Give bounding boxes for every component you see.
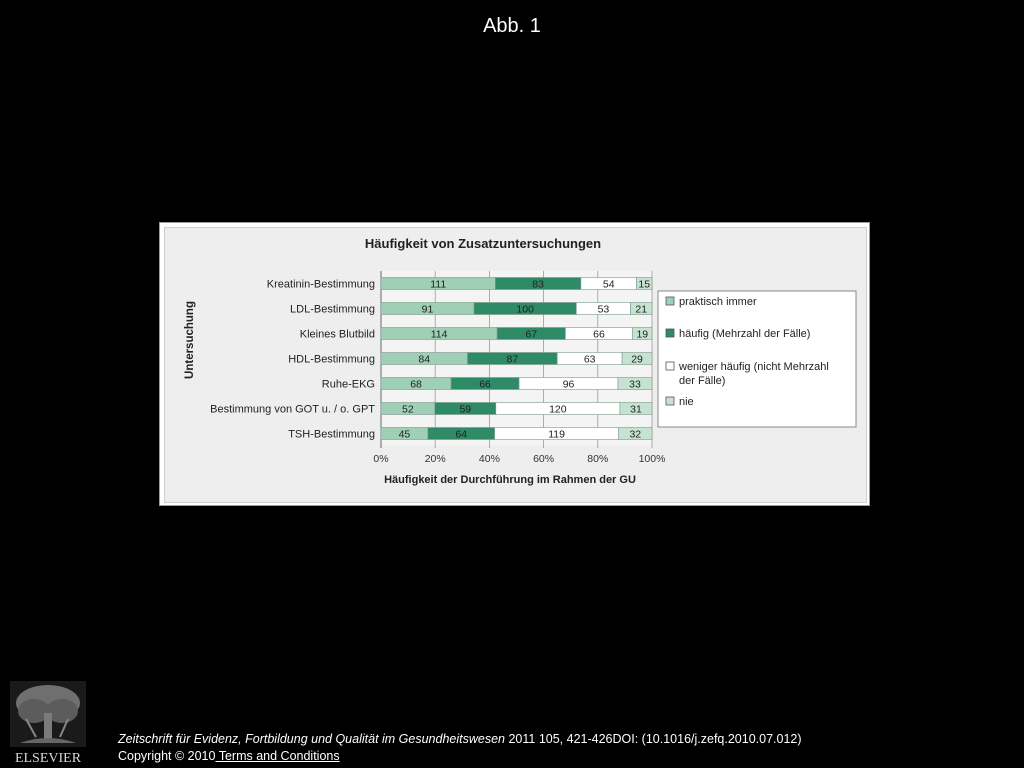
bar-value-label: 68 xyxy=(410,378,422,391)
legend-swatch xyxy=(666,397,674,405)
bar-value-label: 54 xyxy=(602,278,615,291)
x-tick-label: 100% xyxy=(638,453,666,465)
bar-value-label: 15 xyxy=(638,278,651,291)
bar-value-label: 111 xyxy=(430,278,447,291)
bar-value-label: 100 xyxy=(516,303,534,316)
bar-value-label: 31 xyxy=(630,403,642,416)
bar-value-label: 120 xyxy=(549,403,567,416)
bar-value-label: 66 xyxy=(593,328,605,341)
chart-title: Häufigkeit von Zusatzuntersuchungen xyxy=(364,236,602,251)
legend-label: der Fälle) xyxy=(679,375,726,387)
bar-value-label: 32 xyxy=(629,428,642,441)
bar-value-label: 33 xyxy=(629,378,641,391)
category-label: Kreatinin-Bestimmung xyxy=(266,278,375,291)
x-tick-label: 0% xyxy=(373,453,389,465)
bar-value-label: 83 xyxy=(532,278,544,291)
bar-value-label: 52 xyxy=(402,403,414,416)
slide-title: Abb. 1 xyxy=(483,15,541,37)
legend-swatch xyxy=(666,297,674,305)
legend-swatch xyxy=(666,362,674,370)
category-label: TSH-Bestimmung xyxy=(288,428,375,441)
category-label: LDL-Bestimmung xyxy=(290,303,375,316)
bar-value-label: 84 xyxy=(418,353,431,366)
x-tick-label: 80% xyxy=(587,453,609,465)
category-label: Bestimmung von GOT u. / o. GPT xyxy=(210,403,375,416)
bar-value-label: 21 xyxy=(635,303,648,316)
legend-label: nie xyxy=(679,396,694,408)
citation-details: 2011 105, 421-426DOI: (10.1016/j.zefq.2010.07.012) xyxy=(505,732,802,746)
figure-frame xyxy=(159,222,870,506)
bar-value-label: 67 xyxy=(525,328,538,341)
logo-text: ELSEVIER xyxy=(14,751,82,766)
copyright-text: Copyright © 2010 xyxy=(118,749,216,763)
x-axis-title: Häufigkeit der Durchführung im Rahmen der GU xyxy=(384,474,636,486)
category-label: HDL-Bestimmung xyxy=(288,353,375,366)
y-axis-title: Untersuchung xyxy=(184,301,196,379)
category-label: Ruhe-EKG xyxy=(321,378,375,391)
bar-value-label: 59 xyxy=(459,403,472,416)
bar-value-label: 114 xyxy=(430,328,448,341)
bar-value-label: 91 xyxy=(421,303,434,316)
journal-name: Zeitschrift für Evidenz, Fortbildung und Qualität im Gesundheitswesen xyxy=(118,732,505,746)
legend-swatch xyxy=(666,329,674,337)
bar-value-label: 53 xyxy=(597,303,610,316)
legend-label: praktisch immer xyxy=(679,296,757,308)
bar-value-label: 119 xyxy=(548,428,566,441)
bar-value-label: 29 xyxy=(631,353,643,366)
bar-value-label: 63 xyxy=(583,353,596,366)
legend-label: weniger häufig (nicht Mehrzahl xyxy=(679,361,829,373)
x-tick-label: 20% xyxy=(424,453,446,465)
bar-value-label: 87 xyxy=(506,353,519,366)
legend-label: häufig (Mehrzahl der Fälle) xyxy=(679,328,811,340)
bar-value-label: 19 xyxy=(636,328,649,341)
stacked-bar-chart xyxy=(165,228,866,502)
terms-link[interactable]: Terms and Conditions xyxy=(215,749,340,763)
x-tick-label: 40% xyxy=(478,453,500,465)
chart-panel xyxy=(164,227,867,503)
bar-value-label: 66 xyxy=(479,378,491,391)
footer-citation xyxy=(118,731,802,765)
x-tick-label: 60% xyxy=(533,453,555,465)
bar-value-label: 64 xyxy=(455,428,468,441)
bar-value-label: 45 xyxy=(398,428,411,441)
category-label: Kleines Blutbild xyxy=(299,328,375,341)
elsevier-logo xyxy=(6,679,90,765)
bar-value-label: 96 xyxy=(562,378,575,391)
